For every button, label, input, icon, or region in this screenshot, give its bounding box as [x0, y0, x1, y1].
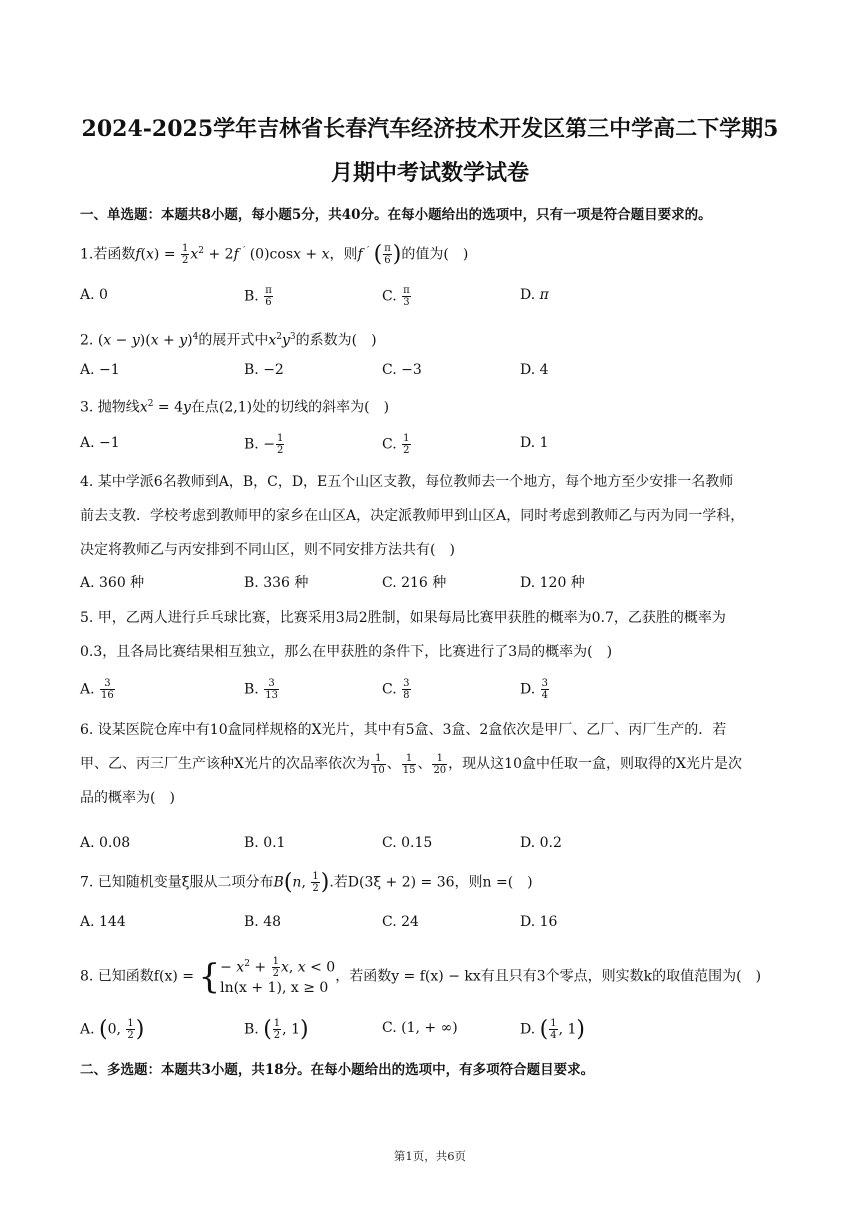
q5-option-a: A. $\frac{3}{16}$: [80, 678, 114, 701]
q1-option-d: D. π: [520, 287, 549, 303]
section-multiple-choice-header: 二、多选题：本题共3小题，共18分。在每小题给出的选项中，有多项符合题目要求。: [80, 1062, 595, 1078]
q8-option-a: A. (0, $\frac{1}{2}$ ): [80, 1016, 145, 1042]
q2-option-a: A. −1: [80, 362, 120, 378]
q3-option-a: A. −1: [80, 435, 120, 451]
q4-option-c: C. 216 种: [382, 575, 447, 591]
q6-option-a: A. 0.08: [80, 835, 131, 851]
exam-title-line2: 月期中考试数学试卷: [330, 160, 529, 186]
question-5-options: [80, 678, 780, 702]
question-2: 2. $(x - y)(x + y)^4$的展开式中$x^2y^3$的系数为( ): [80, 332, 377, 349]
question-2-options: [80, 360, 780, 384]
q4-option-d: D. 120 种: [520, 575, 585, 591]
q2-option-d: D. 4: [520, 362, 549, 378]
exam-title-line1: 2024-2025学年吉林省长春汽车经济技术开发区第三中学高二下学期5: [81, 116, 779, 142]
q8-option-c: C. (1, + ∞): [382, 1020, 458, 1036]
q5-option-c: C. $\frac{3}{8}$: [382, 678, 410, 701]
question-6-options: [80, 833, 780, 857]
question-4-options: [80, 573, 780, 597]
q1-option-b: B. $\frac{\pi}{6}$: [244, 285, 272, 308]
q2-option-c: C. −3: [382, 362, 422, 378]
q8-option-b: B. ( $\frac{1}{2}$ , 1): [244, 1016, 309, 1042]
question-3-options: [80, 433, 780, 457]
question-5: 5. 甲，乙两人进行乒乓球比赛，比赛采用3局2胜制，如果每局比赛甲获胜的概率为0.7，乙获胜的概率为 0.3，且各局比赛结果相互独立，那么在甲获胜的条件下，比赛进行了3局的概率为( ): [80, 610, 726, 660]
q1-option-c: C. $\frac{\pi}{3}$: [382, 285, 410, 308]
question-4: 4. 某中学派6名教师到A，B，C，D，E五个山区支教，每位教师去一个地方，每个地方至少安排一名教师 前去支教．学校考虑到教师甲的家乡在山区A，决定派教师甲到山区A，同时考虑到教师乙与丙为同一学科， 决定将教师乙与丙安排到不同山区，则不同安排方法共有( ): [80, 474, 745, 558]
q3-option-b: B. − $\frac{1}{2}$: [244, 433, 284, 456]
q6-option-c: C. 0.15: [382, 835, 433, 851]
page-footer: 第1页，共6页: [393, 1149, 467, 1163]
question-7-options: [80, 912, 780, 936]
question-3: 3. 抛物线$x^2 = 4y$在点(2,1)处的切线的斜率为( ): [80, 399, 390, 416]
q5-option-d: D. $\frac{3}{4}$: [520, 678, 549, 701]
q7-option-d: D. 16: [520, 914, 558, 930]
q3-option-d: D. 1: [520, 435, 549, 451]
question-6: 6. 设某医院仓库中有10盒同样规格的X光片，其中有5盒、3盒、2盒依次是甲厂、乙厂、丙厂生产的．若 甲、乙、丙三厂生产该种X光片的次品率依次为 $\frac{1}{10}$ 、 $\frac{1}{15}$ 、 $\frac{1}{20}$ ，现从这10盒中任取一盒，则取得的X光片是次 品的概率为( ): [80, 722, 742, 806]
question-8: 8. 已知函数f(x) = { − $x^2$ + $\frac{1}{2}$ x, x < 0 ln(x + 1), x ≥ 0 ，若函数y = f(x) − kx有且只有3个零点，则实数k的取值范围为( ): [80, 956, 762, 997]
q4-option-a: A. 360 种: [80, 575, 145, 591]
section-single-choice-header: 一、单选题：本题共8小题，每小题5分，共40分。在每小题给出的选项中，只有一项是符合题目要求的。: [80, 207, 712, 223]
question-1: 1.若函数f(x) = $\frac{1}{2}$ $x^2 + 2f$ ′ (0)cosx + x，则f ′ ( $\frac{\pi}{6}$ )的值为( ): [80, 241, 469, 267]
q1-option-a: A. 0: [80, 287, 108, 303]
q6-option-d: D. 0.2: [520, 835, 562, 851]
question-7: 7. 已知随机变量ξ服从二项分布B(n, $\frac{1}{2}$ ).若D(3ξ + 2) = 36，则n =( ): [80, 869, 533, 895]
q3-option-c: C. $\frac{1}{2}$: [382, 433, 410, 456]
q6-option-b: B. 0.1: [244, 835, 286, 851]
q7-option-b: B. 48: [244, 914, 282, 930]
question-1-options: [80, 285, 780, 309]
q7-option-a: A. 144: [80, 914, 126, 930]
q8-option-d: D. ( $\frac{1}{4}$ , 1): [520, 1016, 586, 1042]
q2-option-b: B. −2: [244, 362, 284, 378]
q4-option-b: B. 336 种: [244, 575, 309, 591]
q7-option-c: C. 24: [382, 914, 419, 930]
q5-option-b: B. $\frac{3}{13}$: [244, 678, 278, 701]
question-8-options: [80, 1018, 780, 1042]
